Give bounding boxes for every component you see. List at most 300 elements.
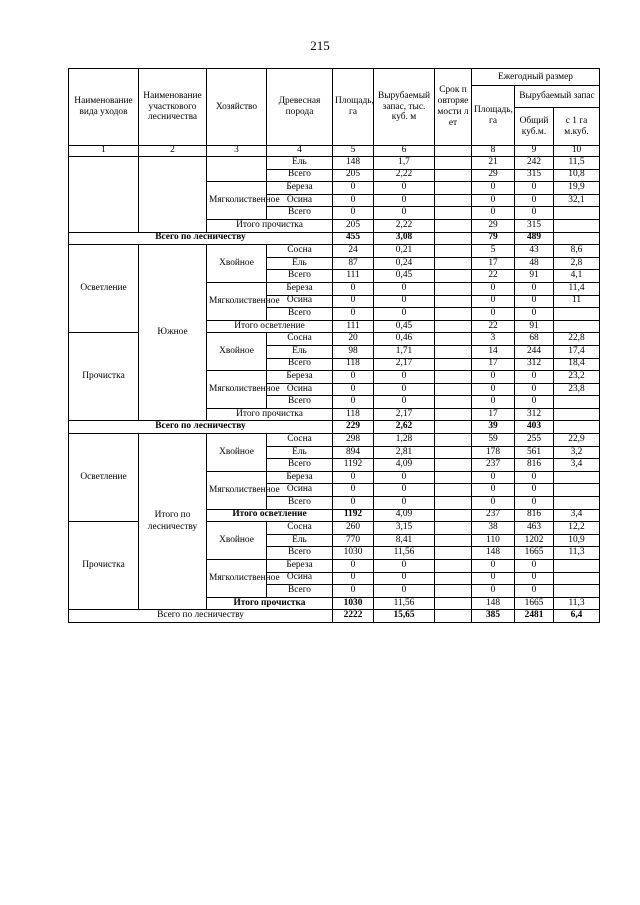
summary-label: Итого прочистка — [207, 219, 333, 232]
col-num: 9 — [515, 146, 554, 157]
value-cell — [435, 245, 472, 258]
value-cell — [435, 182, 472, 195]
forest-care-table — [68, 68, 600, 623]
value-cell — [435, 320, 472, 333]
value-cell: 0 — [515, 207, 554, 220]
value-cell: 315 — [515, 219, 554, 232]
value-cell — [435, 560, 472, 573]
species-cell: Сосна — [267, 522, 333, 535]
species-cell: Всего — [267, 547, 333, 560]
value-cell: 0 — [333, 471, 374, 484]
value-cell — [435, 383, 472, 396]
value-cell — [435, 257, 472, 270]
value-cell — [435, 358, 472, 371]
value-cell: 0 — [515, 572, 554, 585]
value-cell — [554, 497, 600, 510]
value-cell: 18,4 — [554, 358, 600, 371]
value-cell — [435, 471, 472, 484]
col-num: 10 — [554, 146, 600, 157]
value-cell: 0 — [472, 383, 515, 396]
species-cell: Осина — [267, 484, 333, 497]
value-cell: 178 — [472, 446, 515, 459]
value-cell: 22,9 — [554, 434, 600, 447]
value-cell: 20 — [333, 333, 374, 346]
value-cell: 0 — [374, 572, 435, 585]
species-cell: Осина — [267, 194, 333, 207]
value-cell: 118 — [333, 408, 374, 421]
value-cell: 489 — [515, 232, 554, 245]
value-cell: 0 — [515, 182, 554, 195]
value-cell: 1,7 — [374, 157, 435, 170]
col-num: 4 — [267, 146, 333, 157]
value-cell — [554, 396, 600, 409]
value-cell: 22,8 — [554, 333, 600, 346]
value-cell — [435, 157, 472, 170]
value-cell: 770 — [333, 534, 374, 547]
value-cell — [435, 396, 472, 409]
value-cell: 0 — [374, 471, 435, 484]
value-cell — [554, 219, 600, 232]
species-cell: Ель — [267, 257, 333, 270]
total-label: Всего по лесничеству — [69, 610, 333, 623]
species-cell: Береза — [267, 471, 333, 484]
value-cell: 2,17 — [374, 358, 435, 371]
value-cell: 43 — [515, 245, 554, 258]
species-cell: Сосна — [267, 333, 333, 346]
farm-cell: Хвойное — [207, 333, 267, 371]
summary-label: Итого прочистка — [207, 597, 333, 610]
value-cell: 0 — [333, 560, 374, 573]
value-cell: 17,4 — [554, 345, 600, 358]
care-type-cell: Прочистка — [69, 333, 139, 421]
species-cell: Всего — [267, 497, 333, 510]
value-cell: 2,81 — [374, 446, 435, 459]
value-cell — [435, 333, 472, 346]
value-cell — [435, 169, 472, 182]
value-cell — [554, 232, 600, 245]
value-cell: 4,09 — [374, 459, 435, 472]
value-cell — [435, 219, 472, 232]
value-cell: 11,5 — [554, 157, 600, 170]
value-cell: 561 — [515, 446, 554, 459]
value-cell: 98 — [333, 345, 374, 358]
value-cell: 0,21 — [374, 245, 435, 258]
value-cell — [435, 597, 472, 610]
col-num: 2 — [139, 146, 207, 157]
value-cell: 0 — [472, 560, 515, 573]
table-row — [69, 157, 600, 170]
value-cell — [435, 509, 472, 522]
value-cell: 38 — [472, 522, 515, 535]
value-cell — [435, 610, 472, 623]
value-cell — [435, 270, 472, 283]
value-cell: 0 — [374, 308, 435, 321]
farm-cell: Хвойное — [207, 245, 267, 283]
value-cell: 0 — [472, 471, 515, 484]
value-cell: 0 — [333, 207, 374, 220]
value-cell — [435, 522, 472, 535]
value-cell: 12,2 — [554, 522, 600, 535]
value-cell: 0 — [333, 484, 374, 497]
value-cell — [435, 371, 472, 384]
value-cell: 23,2 — [554, 371, 600, 384]
value-cell: 0 — [333, 497, 374, 510]
species-cell: Осина — [267, 295, 333, 308]
value-cell: 0 — [333, 282, 374, 295]
value-cell — [435, 308, 472, 321]
value-cell: 4,1 — [554, 270, 600, 283]
value-cell: 0 — [333, 194, 374, 207]
species-cell: Ель — [267, 157, 333, 170]
farm-cell: Хвойное — [207, 522, 267, 560]
value-cell — [554, 408, 600, 421]
value-cell: 2,22 — [374, 169, 435, 182]
value-cell: 403 — [515, 421, 554, 434]
value-cell: 110 — [472, 534, 515, 547]
farm-cell: Хвойное — [207, 434, 267, 472]
value-cell: 0 — [472, 295, 515, 308]
value-cell: 237 — [472, 459, 515, 472]
value-cell: 0 — [374, 396, 435, 409]
forestry-cell — [139, 157, 207, 233]
header-stock: Вырубаемый запас, тыс. куб. м — [374, 69, 435, 146]
value-cell — [554, 421, 600, 434]
value-cell: 29 — [472, 169, 515, 182]
table-row — [69, 421, 600, 434]
value-cell: 14 — [472, 345, 515, 358]
value-cell: 23,8 — [554, 383, 600, 396]
col-num: 8 — [472, 146, 515, 157]
species-cell: Ель — [267, 534, 333, 547]
value-cell: 0 — [374, 207, 435, 220]
value-cell: 0 — [515, 371, 554, 384]
header-annual: Ежегодный размер — [472, 69, 600, 86]
species-cell: Осина — [267, 383, 333, 396]
value-cell: 4,09 — [374, 509, 435, 522]
header-repeat: Срок повторяемости лет — [435, 69, 472, 146]
value-cell: 21 — [472, 157, 515, 170]
value-cell: 0 — [374, 383, 435, 396]
total-label: Всего по лесничеству — [69, 232, 333, 245]
care-type-cell: Прочистка — [69, 522, 139, 610]
value-cell: 48 — [515, 257, 554, 270]
value-cell: 1,71 — [374, 345, 435, 358]
species-cell: Всего — [267, 270, 333, 283]
value-cell: 894 — [333, 446, 374, 459]
header-forestry: Наименование участкового лесничества — [139, 69, 207, 146]
value-cell — [554, 207, 600, 220]
value-cell: 68 — [515, 333, 554, 346]
value-cell: 315 — [515, 169, 554, 182]
value-cell: 11,4 — [554, 282, 600, 295]
value-cell: 0 — [515, 383, 554, 396]
value-cell: 1665 — [515, 547, 554, 560]
header-area: Площадь, га — [333, 69, 374, 146]
species-cell: Всего — [267, 585, 333, 598]
value-cell: 0 — [472, 396, 515, 409]
col-num: 3 — [207, 146, 267, 157]
species-cell: Береза — [267, 560, 333, 573]
value-cell — [554, 585, 600, 598]
value-cell: 22 — [472, 320, 515, 333]
value-cell — [554, 320, 600, 333]
header-species: Древесная порода — [267, 69, 333, 146]
header-per-ha: с 1 га м.куб. — [554, 108, 600, 146]
value-cell: 0 — [515, 194, 554, 207]
value-cell: 59 — [472, 434, 515, 447]
species-cell: Всего — [267, 358, 333, 371]
value-cell — [435, 572, 472, 585]
value-cell: 39 — [472, 421, 515, 434]
value-cell: 0 — [333, 396, 374, 409]
value-cell: 0,45 — [374, 320, 435, 333]
value-cell — [554, 471, 600, 484]
table-row — [69, 434, 600, 447]
value-cell: 0 — [374, 371, 435, 384]
header-annual-area: Площадь, га — [472, 86, 515, 146]
summary-label: Итого осветление — [207, 509, 333, 522]
value-cell: 8,41 — [374, 534, 435, 547]
value-cell — [554, 308, 600, 321]
value-cell: 205 — [333, 219, 374, 232]
species-cell: Береза — [267, 182, 333, 195]
value-cell: 0 — [374, 295, 435, 308]
value-cell: 91 — [515, 320, 554, 333]
species-cell: Ель — [267, 446, 333, 459]
farm-cell: Мягколиственное — [207, 560, 267, 598]
care-type-cell: Осветление — [69, 245, 139, 333]
value-cell: 0,45 — [374, 270, 435, 283]
value-cell: 11 — [554, 295, 600, 308]
value-cell: 0 — [472, 585, 515, 598]
value-cell: 0 — [515, 471, 554, 484]
value-cell: 148 — [333, 157, 374, 170]
value-cell: 0 — [374, 282, 435, 295]
value-cell — [554, 484, 600, 497]
value-cell: 0,46 — [374, 333, 435, 346]
table-row — [69, 610, 600, 623]
value-cell: 2,8 — [554, 257, 600, 270]
value-cell: 463 — [515, 522, 554, 535]
value-cell: 87 — [333, 257, 374, 270]
value-cell: 229 — [333, 421, 374, 434]
care-type-cell: Осветление — [69, 434, 139, 522]
value-cell — [435, 207, 472, 220]
value-cell: 1192 — [333, 509, 374, 522]
species-cell: Всего — [267, 396, 333, 409]
value-cell: 3,2 — [554, 446, 600, 459]
table-row — [69, 232, 600, 245]
species-cell: Всего — [267, 459, 333, 472]
value-cell: 11,56 — [374, 547, 435, 560]
value-cell: 11,56 — [374, 597, 435, 610]
care-type-cell — [69, 157, 139, 233]
value-cell: 24 — [333, 245, 374, 258]
header-farm: Хозяйство — [207, 69, 267, 146]
summary-label: Итого прочистка — [207, 408, 333, 421]
value-cell: 6,4 — [554, 610, 600, 623]
species-cell: Ель — [267, 345, 333, 358]
value-cell: 298 — [333, 434, 374, 447]
value-cell: 0 — [333, 371, 374, 384]
value-cell — [435, 194, 472, 207]
total-label: Всего по лесничеству — [69, 421, 333, 434]
value-cell: 91 — [515, 270, 554, 283]
species-cell: Береза — [267, 282, 333, 295]
farm-cell — [207, 157, 267, 182]
forestry-cell: Итого по лесничеству — [139, 434, 207, 610]
value-cell: 118 — [333, 358, 374, 371]
species-cell: Всего — [267, 308, 333, 321]
value-cell — [554, 560, 600, 573]
value-cell: 0 — [472, 371, 515, 384]
farm-cell: Мягколиственное — [207, 182, 267, 220]
value-cell: 148 — [472, 597, 515, 610]
value-cell — [435, 282, 472, 295]
value-cell: 19,9 — [554, 182, 600, 195]
species-cell: Всего — [267, 169, 333, 182]
value-cell: 0 — [374, 497, 435, 510]
value-cell: 0 — [472, 308, 515, 321]
species-cell: Береза — [267, 371, 333, 384]
value-cell: 0,24 — [374, 257, 435, 270]
header-care-type: Наименование вида уходов — [69, 69, 139, 146]
value-cell: 1,28 — [374, 434, 435, 447]
value-cell: 0 — [374, 194, 435, 207]
value-cell: 816 — [515, 459, 554, 472]
species-cell: Всего — [267, 207, 333, 220]
value-cell — [435, 497, 472, 510]
value-cell: 312 — [515, 408, 554, 421]
value-cell: 0 — [472, 484, 515, 497]
table-row — [69, 245, 600, 258]
value-cell: 2,17 — [374, 408, 435, 421]
value-cell: 0 — [374, 560, 435, 573]
value-cell — [435, 484, 472, 497]
value-cell — [554, 572, 600, 585]
value-cell: 3,4 — [554, 459, 600, 472]
value-cell: 17 — [472, 408, 515, 421]
value-cell: 0 — [333, 585, 374, 598]
value-cell: 79 — [472, 232, 515, 245]
value-cell: 10,8 — [554, 169, 600, 182]
value-cell: 10,9 — [554, 534, 600, 547]
value-cell: 0 — [515, 560, 554, 573]
forestry-cell: Южное — [139, 245, 207, 421]
value-cell: 3,15 — [374, 522, 435, 535]
value-cell: 0 — [472, 194, 515, 207]
value-cell: 3,4 — [554, 509, 600, 522]
value-cell: 11,3 — [554, 597, 600, 610]
col-num — [435, 146, 472, 157]
species-cell: Сосна — [267, 245, 333, 258]
value-cell — [435, 547, 472, 560]
header-total-stock: Общий куб.м. — [515, 108, 554, 146]
value-cell: 0 — [515, 282, 554, 295]
species-cell: Осина — [267, 572, 333, 585]
farm-cell: Мягколиственное — [207, 371, 267, 409]
value-cell: 2481 — [515, 610, 554, 623]
value-cell: 15,65 — [374, 610, 435, 623]
value-cell: 0 — [515, 585, 554, 598]
value-cell: 0 — [333, 295, 374, 308]
value-cell — [435, 434, 472, 447]
value-cell: 5 — [472, 245, 515, 258]
value-cell: 3,08 — [374, 232, 435, 245]
value-cell: 2,62 — [374, 421, 435, 434]
value-cell: 8,6 — [554, 245, 600, 258]
value-cell: 260 — [333, 522, 374, 535]
value-cell: 0 — [515, 308, 554, 321]
value-cell — [435, 408, 472, 421]
value-cell: 0 — [472, 572, 515, 585]
farm-cell: Мягколиственное — [207, 282, 267, 320]
value-cell — [435, 585, 472, 598]
value-cell — [435, 232, 472, 245]
farm-cell: Мягколиственное — [207, 471, 267, 509]
value-cell: 0 — [333, 308, 374, 321]
value-cell: 0 — [374, 585, 435, 598]
value-cell: 385 — [472, 610, 515, 623]
value-cell: 1192 — [333, 459, 374, 472]
value-cell — [435, 295, 472, 308]
value-cell: 111 — [333, 270, 374, 283]
value-cell — [435, 446, 472, 459]
value-cell: 148 — [472, 547, 515, 560]
value-cell — [435, 534, 472, 547]
value-cell: 3 — [472, 333, 515, 346]
header-annual-stock: Вырубаемый запас — [515, 86, 600, 108]
value-cell: 0 — [333, 383, 374, 396]
value-cell: 17 — [472, 257, 515, 270]
value-cell: 29 — [472, 219, 515, 232]
summary-label: Итого осветление — [207, 320, 333, 333]
value-cell: 255 — [515, 434, 554, 447]
value-cell: 0 — [515, 497, 554, 510]
value-cell: 0 — [333, 572, 374, 585]
species-cell: Сосна — [267, 434, 333, 447]
value-cell: 1030 — [333, 547, 374, 560]
value-cell: 17 — [472, 358, 515, 371]
value-cell: 1665 — [515, 597, 554, 610]
value-cell: 2222 — [333, 610, 374, 623]
value-cell: 312 — [515, 358, 554, 371]
value-cell: 0 — [472, 497, 515, 510]
value-cell: 0 — [472, 282, 515, 295]
value-cell: 0 — [515, 295, 554, 308]
value-cell: 205 — [333, 169, 374, 182]
value-cell: 32,1 — [554, 194, 600, 207]
value-cell — [435, 345, 472, 358]
col-num: 5 — [333, 146, 374, 157]
value-cell: 0 — [515, 396, 554, 409]
col-num: 1 — [69, 146, 139, 157]
value-cell: 455 — [333, 232, 374, 245]
value-cell: 2,22 — [374, 219, 435, 232]
value-cell: 0 — [374, 182, 435, 195]
value-cell: 0 — [333, 182, 374, 195]
value-cell: 242 — [515, 157, 554, 170]
value-cell: 816 — [515, 509, 554, 522]
value-cell: 0 — [515, 484, 554, 497]
value-cell: 244 — [515, 345, 554, 358]
value-cell: 111 — [333, 320, 374, 333]
value-cell — [435, 459, 472, 472]
value-cell: 0 — [472, 182, 515, 195]
value-cell: 1030 — [333, 597, 374, 610]
col-num: 6 — [374, 146, 435, 157]
page-number: 215 — [310, 38, 330, 53]
